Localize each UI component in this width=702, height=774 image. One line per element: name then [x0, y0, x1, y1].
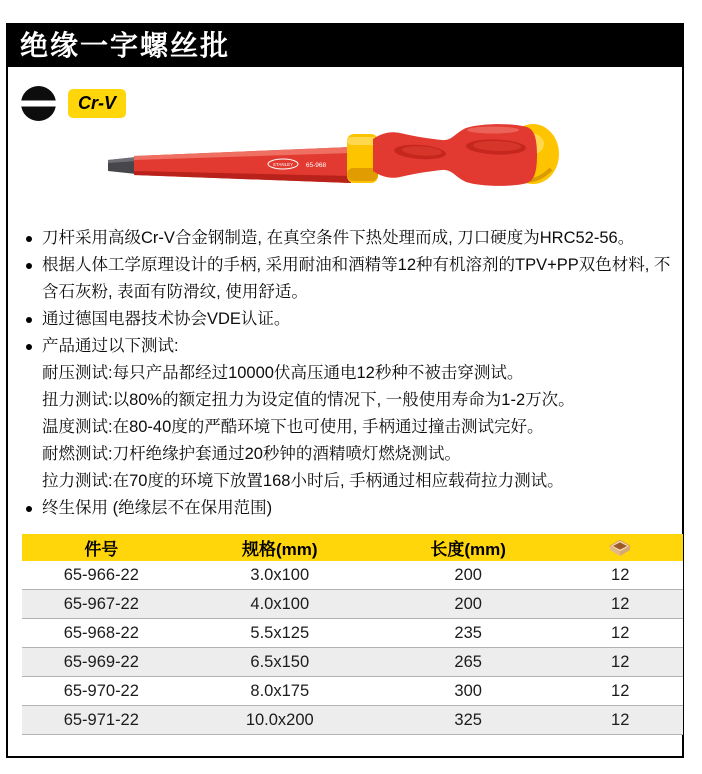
cell-length: 300: [379, 677, 557, 706]
feature-item: [22, 360, 677, 387]
cell-spec: 4.0x100: [181, 590, 379, 619]
cell-part-no: 65-966-22: [22, 561, 181, 590]
open-carton-icon: [608, 539, 632, 557]
feature-text: 温度测试:在80-40度的严酷环境下也可使用, 手柄通过撞击测试完好。: [42, 418, 544, 436]
crv-badge: Cr-V: [68, 89, 126, 118]
cell-pack-qty: 12: [557, 561, 683, 590]
feature-text: 扭力测试:以80%的额定扭力为设定值的情况下, 一般使用寿命为1-2万次。: [42, 391, 575, 409]
cell-part-no: 65-969-22: [22, 648, 181, 677]
table-row: [22, 561, 683, 590]
cell-length: 200: [379, 561, 557, 590]
table-row: [22, 619, 683, 648]
table-row: [22, 648, 683, 677]
feature-list: [22, 225, 677, 522]
feature-text: 刀杆采用高级Cr-V合金钢制造, 在真空条件下热处理而成, 刀口硬度为HRC52-56。: [42, 229, 635, 247]
feature-text: 根据人体工学原理设计的手柄, 采用耐油和酒精等12种有机溶剂的TPV+PP双色材料, 不含石灰粉, 表面有防滑纹, 使用舒适。: [42, 256, 671, 301]
feature-item: [22, 252, 677, 306]
cell-length: 325: [379, 706, 557, 735]
feature-item: [22, 414, 677, 441]
content-frame: [6, 65, 684, 758]
cell-pack-qty: 12: [557, 706, 683, 735]
cell-part-no: 65-971-22: [22, 706, 181, 735]
spec-table-body: [22, 561, 683, 735]
feature-item: [22, 333, 677, 360]
cell-spec: 5.5x125: [181, 619, 379, 648]
feature-text: 耐燃测试:刀杆绝缘护套通过20秒钟的酒精喷灯燃烧测试。: [42, 445, 461, 463]
shaft-code-text: 65-968: [305, 162, 327, 169]
feature-text: 耐压测试:每只产品都经过10000伏高压通电12秒种不被击穿测试。: [42, 364, 524, 382]
feature-text: 拉力测试:在70度的环境下放置168小时后, 手柄通过相应载荷拉力测试。: [42, 472, 564, 490]
feature-item: [22, 468, 677, 495]
cell-spec: 6.5x150: [181, 648, 379, 677]
feature-item: [22, 441, 677, 468]
cell-pack-qty: 12: [557, 677, 683, 706]
cell-length: 265: [379, 648, 557, 677]
cell-pack-qty: 12: [557, 619, 683, 648]
table-row: [22, 677, 683, 706]
cell-length: 235: [379, 619, 557, 648]
feature-text: 通过德国电器技术协会VDE认证。: [42, 310, 291, 328]
shaft-brand-text: STANLEY: [272, 162, 294, 167]
feature-item: [22, 495, 677, 522]
cell-length: 200: [379, 590, 557, 619]
cell-spec: 10.0x200: [181, 706, 379, 735]
cell-pack-qty: 12: [557, 590, 683, 619]
cell-part-no: 65-967-22: [22, 590, 181, 619]
table-row: [22, 590, 683, 619]
feature-text: 产品通过以下测试:: [42, 337, 179, 355]
table-row: [22, 706, 683, 735]
feature-item: [22, 225, 677, 252]
cell-spec: 8.0x175: [181, 677, 379, 706]
flathead-slot-icon: [20, 85, 57, 122]
spec-table-header-row: [22, 534, 683, 561]
screwdriver-illustration: [83, 107, 628, 222]
feature-item: [22, 306, 677, 333]
col-header-pack-qty: [557, 534, 683, 561]
cell-part-no: 65-970-22: [22, 677, 181, 706]
spec-table: [22, 534, 683, 735]
cell-pack-qty: 12: [557, 648, 683, 677]
product-photo: [83, 107, 628, 222]
cell-spec: 3.0x100: [181, 561, 379, 590]
feature-text: 终生保用 (绝缘层不在保用范围): [42, 499, 273, 517]
col-header-spec: 规格(mm): [181, 534, 379, 561]
col-header-part-no: 件号: [22, 534, 181, 561]
page-title: 绝缘一字螺丝批: [20, 30, 231, 61]
feature-item: [22, 387, 677, 414]
col-header-length: 长度(mm): [379, 534, 557, 561]
cell-part-no: 65-968-22: [22, 619, 181, 648]
page-title-bar: [6, 23, 684, 65]
